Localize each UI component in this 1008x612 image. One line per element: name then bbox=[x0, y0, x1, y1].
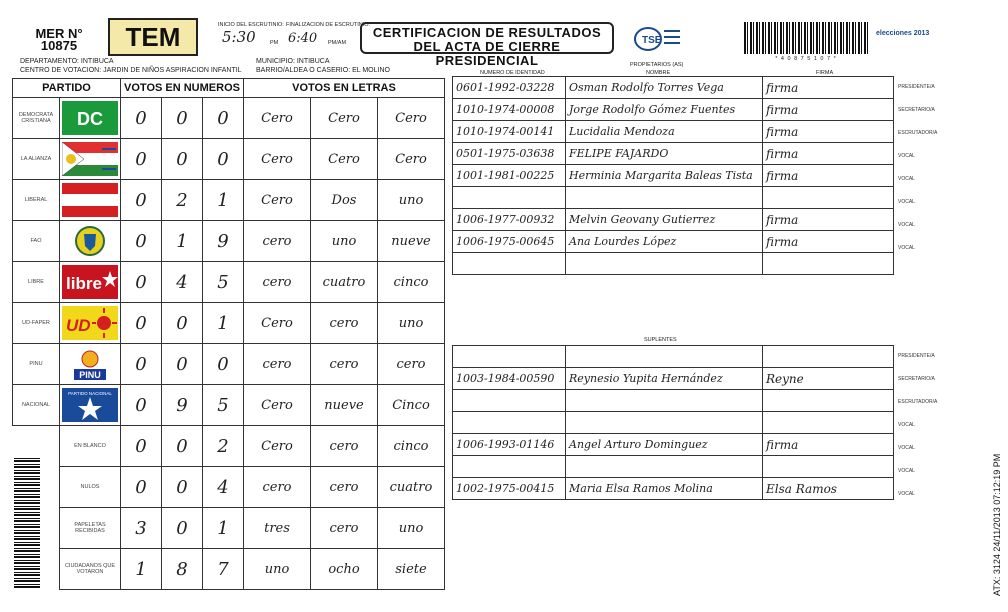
signature-row bbox=[453, 143, 894, 165]
vote-digit: 0 bbox=[162, 508, 203, 549]
header-votos-letras: VOTOS EN LETRAS bbox=[244, 79, 445, 98]
vote-word: cero bbox=[378, 344, 445, 385]
suplentes-title: SUPLENTES bbox=[644, 337, 677, 343]
role-label: ESCRUTADOR/A bbox=[898, 399, 938, 405]
identity-number: 1001-1981-00225 bbox=[453, 165, 566, 187]
identity-number bbox=[453, 390, 566, 412]
svg-text:libre: libre bbox=[66, 274, 102, 293]
party-logo-cell bbox=[60, 180, 121, 221]
identity-number bbox=[453, 253, 566, 275]
party-logo-cell bbox=[60, 262, 121, 303]
member-name: Herminia Margarita Baleas Tista bbox=[566, 165, 763, 187]
vote-digit: 0 bbox=[162, 303, 203, 344]
vote-digit: 0 bbox=[121, 180, 162, 221]
vote-digit: 9 bbox=[162, 385, 203, 426]
signature: firma bbox=[763, 99, 894, 121]
identity-number: 1006-1975-00645 bbox=[453, 231, 566, 253]
centro-votacion: CENTRO DE VOTACION: JARDIN DE NIÑOS ASPIRACION INFANTIL bbox=[20, 67, 242, 74]
header-partido: PARTIDO bbox=[13, 79, 121, 98]
tem-badge: TEM bbox=[108, 18, 198, 56]
role-label: SECRETARIO/A bbox=[898, 107, 935, 113]
suplentes-table bbox=[452, 345, 894, 500]
mer-label: MER N° bbox=[35, 26, 83, 41]
role-label: VOCAL bbox=[898, 153, 915, 159]
identity-number: 0601-1992-03228 bbox=[453, 77, 566, 99]
row-label: EN BLANCO bbox=[60, 426, 121, 467]
vote-row bbox=[13, 385, 445, 426]
vote-word: Cero bbox=[244, 139, 311, 180]
vote-word: Cero bbox=[244, 98, 311, 139]
vote-word: Cero bbox=[311, 139, 378, 180]
vote-word: cero bbox=[311, 426, 378, 467]
svg-text:UD: UD bbox=[66, 316, 91, 335]
role-label: VOCAL bbox=[898, 176, 915, 182]
fao-logo bbox=[62, 224, 118, 258]
timestamp-stamp: ATX: 3124 24/11/2013 07:12:19 PM bbox=[992, 453, 1002, 596]
identity-number bbox=[453, 346, 566, 368]
signature-row bbox=[453, 253, 894, 275]
vote-digit: 0 bbox=[162, 467, 203, 508]
vote-word: nueve bbox=[311, 385, 378, 426]
vote-word: uno bbox=[378, 180, 445, 221]
inicio-label: INICIO DEL ESCRUTINIO: bbox=[218, 22, 284, 28]
propietarios-table bbox=[452, 76, 894, 275]
role-label: VOCAL bbox=[898, 422, 915, 428]
vote-row bbox=[13, 139, 445, 180]
vote-word: cero bbox=[311, 303, 378, 344]
barrio: BARRIO/ALDEA O CASERIO: EL MOLINO bbox=[256, 67, 390, 74]
municipio: MUNICIPIO: INTIBUCA bbox=[256, 58, 330, 65]
member-name bbox=[566, 412, 763, 434]
finalizacion-label: FINALIZACION DE ESCRUTINIO: bbox=[286, 22, 371, 28]
liberal-logo bbox=[62, 183, 118, 217]
signature-row bbox=[453, 121, 894, 143]
signature-row bbox=[453, 165, 894, 187]
party-name: PINU bbox=[13, 344, 60, 385]
vote-word: cero bbox=[244, 467, 311, 508]
member-name bbox=[566, 346, 763, 368]
vote-word: Cero bbox=[244, 385, 311, 426]
vote-word: cero bbox=[244, 262, 311, 303]
signature bbox=[763, 346, 894, 368]
vote-word: Cero bbox=[244, 426, 311, 467]
member-name bbox=[566, 456, 763, 478]
vote-digit: 4 bbox=[203, 467, 244, 508]
vote-word: cuatro bbox=[378, 467, 445, 508]
member-name: Ana Lourdes López bbox=[566, 231, 763, 253]
signature-row bbox=[453, 434, 894, 456]
signature-row bbox=[453, 346, 894, 368]
identity-number: 1006-1977-00932 bbox=[453, 209, 566, 231]
votes-table bbox=[12, 78, 445, 590]
signature-row bbox=[453, 412, 894, 434]
vote-digit: 8 bbox=[162, 549, 203, 590]
vote-word: Cero bbox=[378, 98, 445, 139]
title-line-1: CERTIFICACION DE RESULTADOS bbox=[372, 25, 602, 40]
vote-digit: 2 bbox=[203, 426, 244, 467]
signature: Elsa Ramos bbox=[763, 478, 894, 500]
vote-row bbox=[13, 426, 445, 467]
departamento: DEPARTAMENTO: INTIBUCA bbox=[20, 58, 114, 65]
col-firma-header: FIRMA bbox=[816, 70, 834, 76]
party-name: UD-FAPER bbox=[13, 303, 60, 344]
row-label: PAPELETAS RECIBIDAS bbox=[60, 508, 121, 549]
party-name: DEMOCRATA CRISTIANA bbox=[13, 98, 60, 139]
vote-digit: 0 bbox=[162, 98, 203, 139]
vote-word: uno bbox=[311, 221, 378, 262]
vote-row bbox=[13, 221, 445, 262]
member-name: Reynesio Yupita Hernández bbox=[566, 368, 763, 390]
signature-row bbox=[453, 77, 894, 99]
vote-word: cuatro bbox=[311, 262, 378, 303]
col-nombre-header: NOMBRE bbox=[646, 70, 671, 76]
vote-row bbox=[13, 303, 445, 344]
vote-row bbox=[13, 549, 445, 590]
vote-word: Dos bbox=[311, 180, 378, 221]
role-label: ESCRUTADOR/A bbox=[898, 130, 938, 136]
vote-digit: 0 bbox=[162, 344, 203, 385]
signature-row bbox=[453, 209, 894, 231]
vote-word: cero bbox=[311, 508, 378, 549]
identity-number: 1003-1984-00590 bbox=[453, 368, 566, 390]
vote-digit: 4 bbox=[162, 262, 203, 303]
identity-number bbox=[453, 456, 566, 478]
svg-text:DC: DC bbox=[77, 109, 103, 129]
vote-digit: 0 bbox=[162, 426, 203, 467]
member-name: Lucidalia Mendoza bbox=[566, 121, 763, 143]
identity-number bbox=[453, 412, 566, 434]
role-label: VOCAL bbox=[898, 445, 915, 451]
vote-digit: 1 bbox=[121, 549, 162, 590]
vote-digit: 3 bbox=[121, 508, 162, 549]
role-label: VOCAL bbox=[898, 199, 915, 205]
member-name: FELIPE FAJARDO bbox=[566, 143, 763, 165]
vote-row bbox=[13, 467, 445, 508]
identity-number: 1010-1974-00141 bbox=[453, 121, 566, 143]
vote-digit: 1 bbox=[203, 508, 244, 549]
member-name: Melvin Geovany Gutierrez bbox=[566, 209, 763, 231]
pm-label-2: PM/AM bbox=[328, 40, 347, 46]
barcode-text: * 4 0 8 7 5 1 0 7 * bbox=[775, 56, 837, 62]
vote-word: cero bbox=[244, 221, 311, 262]
signature-row bbox=[453, 390, 894, 412]
vote-digit: 0 bbox=[121, 303, 162, 344]
party-name: LA ALIANZA bbox=[13, 139, 60, 180]
signature-row bbox=[453, 187, 894, 209]
col-propietarios-header: PROPIETARIOS (AS) bbox=[630, 62, 684, 68]
party-logo-cell bbox=[60, 139, 121, 180]
member-name bbox=[566, 390, 763, 412]
signature bbox=[763, 187, 894, 209]
vote-word: siete bbox=[378, 549, 445, 590]
signature: firma bbox=[763, 77, 894, 99]
role-label: PRESIDENTE/A bbox=[898, 84, 935, 90]
header-votos-numeros: VOTOS EN NUMEROS bbox=[121, 79, 244, 98]
vote-digit: 0 bbox=[121, 221, 162, 262]
vote-digit: 7 bbox=[203, 549, 244, 590]
vote-row bbox=[13, 262, 445, 303]
party-logo-cell bbox=[60, 303, 121, 344]
vote-word: cero bbox=[311, 467, 378, 508]
vote-digit: 0 bbox=[121, 385, 162, 426]
vote-digit: 2 bbox=[162, 180, 203, 221]
role-label: PRESIDENTE/A bbox=[898, 353, 935, 359]
header-barcode bbox=[744, 22, 868, 54]
party-logo-cell bbox=[60, 221, 121, 262]
member-name: Maria Elsa Ramos Molina bbox=[566, 478, 763, 500]
tse-logo bbox=[632, 24, 684, 54]
signature: firma bbox=[763, 231, 894, 253]
signature-row bbox=[453, 478, 894, 500]
signature: firma bbox=[763, 165, 894, 187]
party-name: LIBRE bbox=[13, 262, 60, 303]
party-name: NACIONAL bbox=[13, 385, 60, 426]
inicio-time: 5:30 bbox=[222, 28, 256, 46]
vote-digit: 0 bbox=[121, 98, 162, 139]
svg-text:TSE: TSE bbox=[642, 35, 662, 46]
document-title bbox=[360, 22, 614, 68]
identity-number: 1010-1974-00008 bbox=[453, 99, 566, 121]
vote-word: cero bbox=[311, 344, 378, 385]
vote-digit: 0 bbox=[203, 344, 244, 385]
party-logo-cell bbox=[60, 385, 121, 426]
signature-row bbox=[453, 99, 894, 121]
vote-digit: 1 bbox=[203, 180, 244, 221]
role-label: VOCAL bbox=[898, 222, 915, 228]
vote-word: cero bbox=[244, 344, 311, 385]
vote-word: cinco bbox=[378, 426, 445, 467]
identity-number: 1006-1993-01146 bbox=[453, 434, 566, 456]
signature: firma bbox=[763, 209, 894, 231]
vote-row bbox=[13, 180, 445, 221]
vote-row bbox=[13, 98, 445, 139]
signature: firma bbox=[763, 121, 894, 143]
signature: firma bbox=[763, 434, 894, 456]
member-name bbox=[566, 253, 763, 275]
signature: Reyne bbox=[763, 368, 894, 390]
vote-digit: 0 bbox=[121, 139, 162, 180]
ud-logo bbox=[62, 306, 118, 340]
vote-word: Cero bbox=[378, 139, 445, 180]
identity-number bbox=[453, 187, 566, 209]
vote-digit: 0 bbox=[121, 426, 162, 467]
vote-digit: 1 bbox=[162, 221, 203, 262]
elecciones-logo: elecciones 2013 bbox=[876, 30, 930, 37]
svg-text:PINU: PINU bbox=[79, 370, 101, 380]
fin-time: 6:40 bbox=[288, 31, 318, 46]
tse-emblem-icon bbox=[632, 24, 684, 54]
vote-digit: 9 bbox=[203, 221, 244, 262]
libre-logo bbox=[62, 265, 118, 299]
vote-digit: 1 bbox=[203, 303, 244, 344]
vote-word: tres bbox=[244, 508, 311, 549]
party-logo-cell bbox=[60, 98, 121, 139]
vote-word: cinco bbox=[378, 262, 445, 303]
vote-digit: 5 bbox=[203, 385, 244, 426]
vote-word: uno bbox=[244, 549, 311, 590]
pm-label-1: PM bbox=[270, 40, 279, 46]
vote-word: Cero bbox=[244, 303, 311, 344]
vote-digit: 0 bbox=[121, 262, 162, 303]
member-name: Angel Arturo Dominguez bbox=[566, 434, 763, 456]
vote-word: nueve bbox=[378, 221, 445, 262]
title-line-2: DEL ACTA DE CIERRE PRESIDENCIAL bbox=[413, 39, 561, 68]
party-logo-cell bbox=[60, 344, 121, 385]
alianza-logo bbox=[62, 142, 118, 176]
party-name: LIBERAL bbox=[13, 180, 60, 221]
member-name bbox=[566, 187, 763, 209]
dc-logo bbox=[62, 101, 118, 135]
vote-digit: 0 bbox=[203, 139, 244, 180]
identity-number: 1002-1975-00415 bbox=[453, 478, 566, 500]
vote-word: Cero bbox=[311, 98, 378, 139]
identity-number: 0501-1975-03638 bbox=[453, 143, 566, 165]
signature-row bbox=[453, 456, 894, 478]
role-label: VOCAL bbox=[898, 468, 915, 474]
party-name: FAO bbox=[13, 221, 60, 262]
role-label: VOCAL bbox=[898, 245, 915, 251]
signature: firma bbox=[763, 143, 894, 165]
signature bbox=[763, 412, 894, 434]
row-label: CIUDADANOS QUE VOTARON bbox=[60, 549, 121, 590]
vote-digit: 0 bbox=[121, 467, 162, 508]
vote-row bbox=[13, 508, 445, 549]
vote-word: ocho bbox=[311, 549, 378, 590]
mer-block bbox=[24, 28, 94, 52]
mer-number: 10875 bbox=[40, 38, 78, 53]
vote-digit: 5 bbox=[203, 262, 244, 303]
nacional-logo bbox=[62, 388, 118, 422]
role-label: SECRETARIO/A bbox=[898, 376, 935, 382]
role-label: VOCAL bbox=[898, 491, 915, 497]
signature bbox=[763, 390, 894, 412]
member-name: Osman Rodolfo Torres Vega bbox=[566, 77, 763, 99]
vote-row bbox=[13, 344, 445, 385]
vote-word: Cinco bbox=[378, 385, 445, 426]
vote-digit: 0 bbox=[121, 344, 162, 385]
signature-row bbox=[453, 368, 894, 390]
signature-row bbox=[453, 231, 894, 253]
vote-word: Cero bbox=[244, 180, 311, 221]
vote-digit: 0 bbox=[203, 98, 244, 139]
svg-text:PARTIDO NACIONAL: PARTIDO NACIONAL bbox=[68, 391, 112, 396]
vote-word: uno bbox=[378, 303, 445, 344]
col-id-header: NUMERO DE IDENTIDAD bbox=[480, 70, 545, 76]
pinu-logo bbox=[62, 347, 118, 381]
vote-word: uno bbox=[378, 508, 445, 549]
member-name: Jorge Rodolfo Gómez Fuentes bbox=[566, 99, 763, 121]
row-label: NULOS bbox=[60, 467, 121, 508]
signature bbox=[763, 253, 894, 275]
vote-digit: 0 bbox=[162, 139, 203, 180]
signature bbox=[763, 456, 894, 478]
